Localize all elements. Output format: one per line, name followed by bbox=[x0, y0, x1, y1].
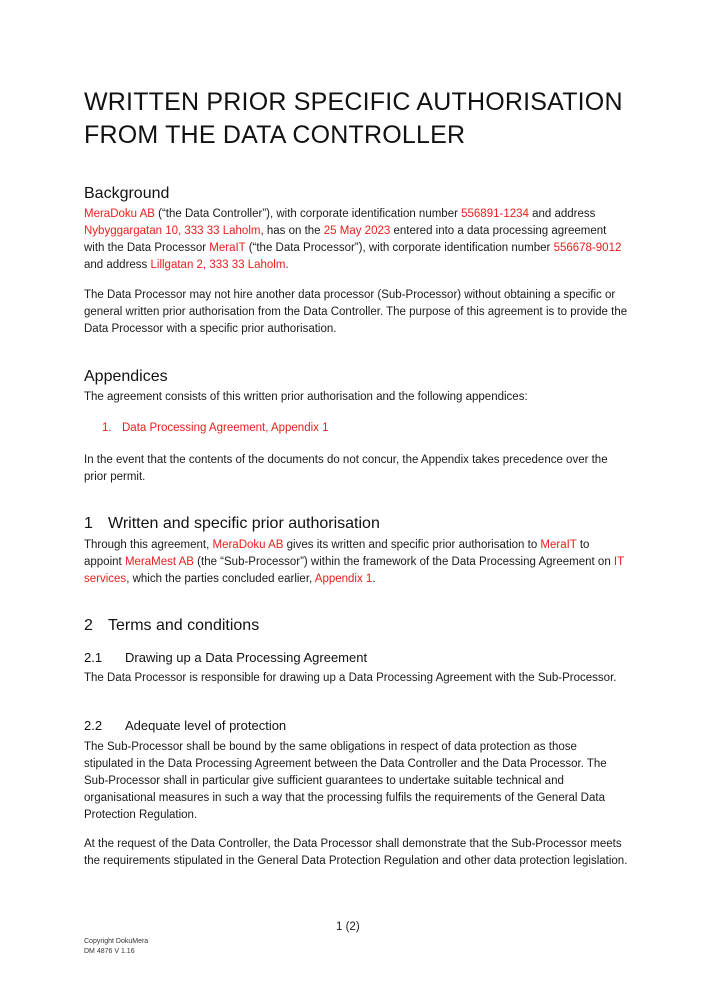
subsection-title: Drawing up a Data Processing Agreement bbox=[125, 650, 368, 665]
controller-address: Nybyggargatan 10, 333 33 Laholm bbox=[84, 225, 261, 237]
appendices-heading: Appendices bbox=[84, 368, 168, 385]
section-title: Terms and conditions bbox=[108, 617, 260, 634]
subsection-number: 2.1 bbox=[84, 650, 103, 665]
controller-id: 556891-1234 bbox=[461, 208, 529, 220]
subsection-2-1-paragraph: The Data Processor is responsible for drawing up a Data Processing Agreement with the Sub-Processor. bbox=[84, 672, 617, 684]
service-name: IT services bbox=[84, 556, 624, 585]
subsection-title: Adequate level of protection bbox=[125, 718, 287, 733]
subsection-2-1-heading bbox=[84, 649, 367, 666]
subsection-number: 2.2 bbox=[84, 718, 103, 733]
appendix-label: Data Processing Agreement, Appendix 1 bbox=[122, 422, 329, 434]
processor-address: Lillgatan 2, 333 33 Laholm bbox=[150, 259, 286, 271]
text-run: and address bbox=[84, 259, 151, 271]
controller-name: MeraDoku AB bbox=[212, 539, 284, 551]
section-1-heading bbox=[84, 514, 380, 534]
text-run: , which the parties concluded earlier, bbox=[126, 573, 315, 585]
text-run: . bbox=[372, 573, 376, 585]
subsection-2-2-paragraph-1: The Sub-Processor shall be bound by the same obligations in respect of data protection as those stipulated in the Data Processing Agreement between the Data Controller and the Data Processor. The Sub-Processor shall in particular give sufficient guarantees to undertake suitable technical and organisational measures in such a way that the processing fulfils the requirements of the General Data Protection Regulation. bbox=[84, 741, 607, 821]
section-number: 2 bbox=[84, 617, 93, 634]
text-run: entered into a data processing agreement with the Data Processor bbox=[84, 225, 607, 254]
section-2-heading bbox=[84, 616, 259, 636]
text-run: and address bbox=[528, 208, 596, 220]
sub-processor-name: MeraMest AB bbox=[124, 556, 194, 568]
appendices-note: In the event that the contents of the documents do not concur, the Appendix takes precedence over the prior permit. bbox=[84, 454, 608, 483]
subsection-2-2-heading bbox=[84, 717, 286, 734]
background-paragraph-1 bbox=[84, 206, 629, 274]
subsection-2-2-paragraph-2: At the request of the Data Controller, the Data Processor shall demonstrate that the Sub-Processor meets the requirements stipulated in the General Data Protection Regulation and other data protection legislation. bbox=[84, 838, 628, 867]
text-run: (“the Data Processor”), with corporate identification number bbox=[245, 242, 554, 254]
processor-id: 556678-9012 bbox=[553, 242, 622, 254]
text-run: (“the Data Controller”), with corporate identification number bbox=[154, 208, 462, 220]
footer-document-id: DM 4876 V 1.16 bbox=[84, 948, 135, 955]
appendices-intro: The agreement consists of this written prior authorisation and the following appendices: bbox=[84, 391, 528, 403]
document-title: WRITTEN PRIOR SPECIFIC AUTHORISATION FROM THE DATA CONTROLLER bbox=[84, 88, 623, 149]
text-run: (the “Sub-Processor”) within the framework of the Data Processing Agreement on bbox=[193, 556, 614, 568]
appendix-list-item bbox=[102, 420, 329, 437]
page-number: 1 (2) bbox=[336, 921, 360, 933]
text-run: gives its written and specific prior authorisation to bbox=[283, 539, 541, 551]
text-run: to appoint bbox=[84, 539, 590, 568]
background-heading: Background bbox=[84, 185, 170, 202]
processor-name: MeraIT bbox=[209, 242, 246, 254]
text-run: . bbox=[285, 259, 289, 271]
list-number: 1. bbox=[102, 422, 112, 434]
text-run: , has on the bbox=[260, 225, 324, 237]
text-run: Through this agreement, bbox=[84, 539, 213, 551]
controller-name: MeraDoku AB bbox=[84, 208, 155, 220]
section-number: 1 bbox=[84, 515, 93, 532]
processor-name: MeraIT bbox=[540, 539, 577, 551]
agreement-date: 25 May 2023 bbox=[323, 225, 391, 237]
appendix-reference: Appendix 1 bbox=[314, 573, 373, 585]
section-title: Written and specific prior authorisation bbox=[108, 515, 380, 532]
section-1-paragraph bbox=[84, 537, 629, 588]
background-paragraph-2: The Data Processor may not hire another data processor (Sub-Processor) without obtaining a specific or general written prior authorisation from the Data Controller. The purpose of this agreement is to provide the Data Processor with a specific prior authorisation. bbox=[84, 289, 628, 335]
footer-copyright: Copyright DokuMera bbox=[84, 938, 149, 945]
